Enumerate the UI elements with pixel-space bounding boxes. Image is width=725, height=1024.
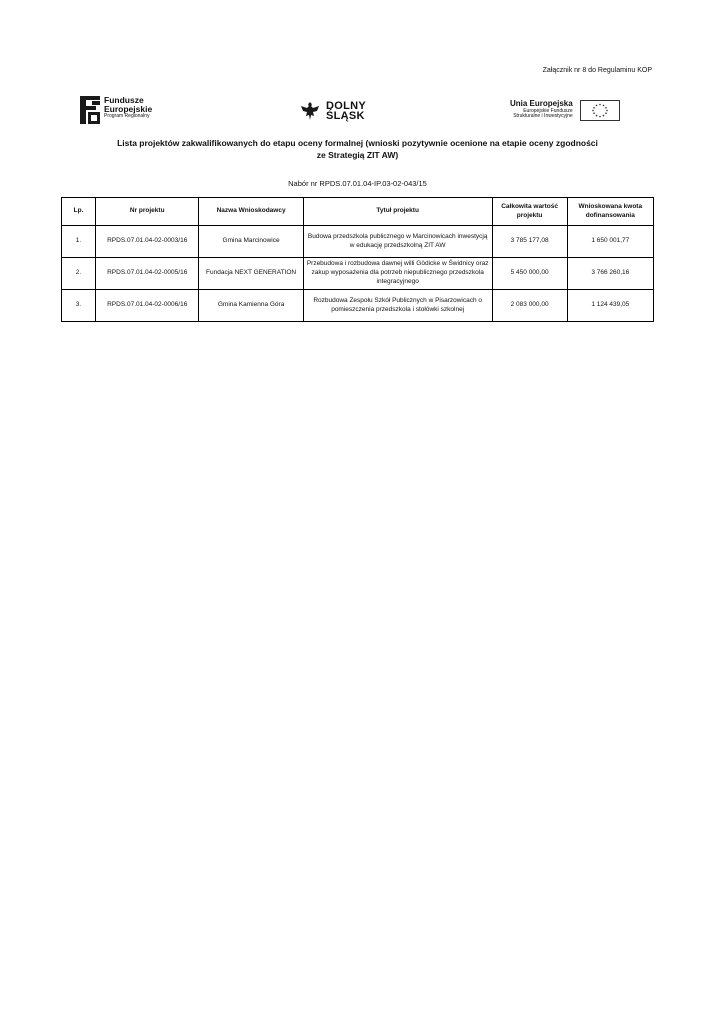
header-lp: Lp.: [62, 198, 96, 226]
cell-nr-projektu: RPDS.07.01.04-02-0003/16: [96, 226, 199, 258]
ue-line1: Unia Europejska: [510, 99, 573, 108]
table-row: [62, 258, 654, 290]
table-header-row: [62, 198, 654, 226]
eagle-icon: [299, 100, 321, 122]
unia-europejska-logo: [510, 100, 620, 121]
header-tytul-projektu: Tytuł projektu: [303, 198, 492, 226]
eu-flag-icon: [580, 100, 620, 121]
cell-lp: 2.: [62, 258, 96, 290]
header-nazwa-wnioskodawcy: Nazwa Wnioskodawcy: [199, 198, 303, 226]
header-calkowita-wartosc: Całkowita wartość projektu: [492, 198, 567, 226]
logo-bar: [80, 96, 640, 126]
page-title-line1: Lista projektów zakwalifikowanych do etapu oceny formalnej (wnioski pozytywnie ocenione na etapie oceny zgodności: [117, 138, 598, 148]
header-wnioskowana-kwota: Wnioskowana kwota dofinansowania: [567, 198, 653, 226]
cell-wartosc: 3 785 177,08: [492, 226, 567, 258]
annex-note: Załącznik nr 8 do Regulaminu KOP: [542, 67, 652, 74]
cell-kwota: 3 766 260,16: [567, 258, 653, 290]
cell-wnioskodawca: Gmina Marcinowice: [199, 226, 303, 258]
page-title-line2: ze Strategią ZIT AW): [316, 150, 399, 161]
cell-wnioskodawca: Fundacja NEXT GENERATION: [199, 258, 303, 290]
fe-line3: Program Regionalny: [104, 113, 150, 119]
cell-nr-projektu: RPDS.07.01.04-02-0005/16: [96, 258, 199, 290]
fe-line2: Europejskie: [104, 103, 153, 114]
header-nr-projektu: Nr projektu: [96, 198, 199, 226]
ue-line3: Strukturalne i Inwestycyjne: [513, 113, 573, 120]
cell-lp: 1.: [62, 226, 96, 258]
cell-wartosc: 5 450 000,00: [492, 258, 567, 290]
dolny-slask-logo: [299, 100, 366, 122]
cell-wnioskodawca: Gmina Kamienna Góra: [199, 290, 303, 322]
cell-wartosc: 2 083 000,00: [492, 290, 567, 322]
table-row: [62, 226, 654, 258]
cell-tytul: Budowa przedszkola publicznego w Marcinowicach inwestycją w edukację przedszkolną ZIT AW: [303, 226, 492, 258]
cell-kwota: 1 124 439,05: [567, 290, 653, 322]
cell-tytul: Przebudowa i rozbudowa dawnej willi Gödicke w Świdnicy oraz zakup wyposażenia dla potrzeb niepublicznego przedszkola integracyjnego: [303, 258, 492, 290]
nabor-number: Nabór nr RPDS.07.01.04-IP.03-02-043/15: [288, 179, 427, 188]
fe-emblem-icon: [80, 96, 100, 124]
ds-line2: ŚLĄSK: [326, 110, 365, 122]
fe-line1: Fundusze: [104, 95, 144, 105]
ds-line1: DOLNY: [326, 99, 366, 112]
cell-lp: 3.: [62, 290, 96, 322]
page-title: [60, 137, 655, 162]
ue-line2: Europejskie Fundusze: [523, 107, 573, 114]
cell-kwota: 1 650 001,77: [567, 226, 653, 258]
cell-nr-projektu: RPDS.07.01.04-02-0006/16: [96, 290, 199, 322]
projects-table: [61, 197, 654, 322]
table-row: [62, 290, 654, 322]
fundusze-europejskie-logo: [80, 96, 152, 124]
cell-tytul: Rozbudowa Zespołu Szkół Publicznych w Pisarzowicach o pomieszczenia przedszkola i stołówki szkolnej: [303, 290, 492, 322]
